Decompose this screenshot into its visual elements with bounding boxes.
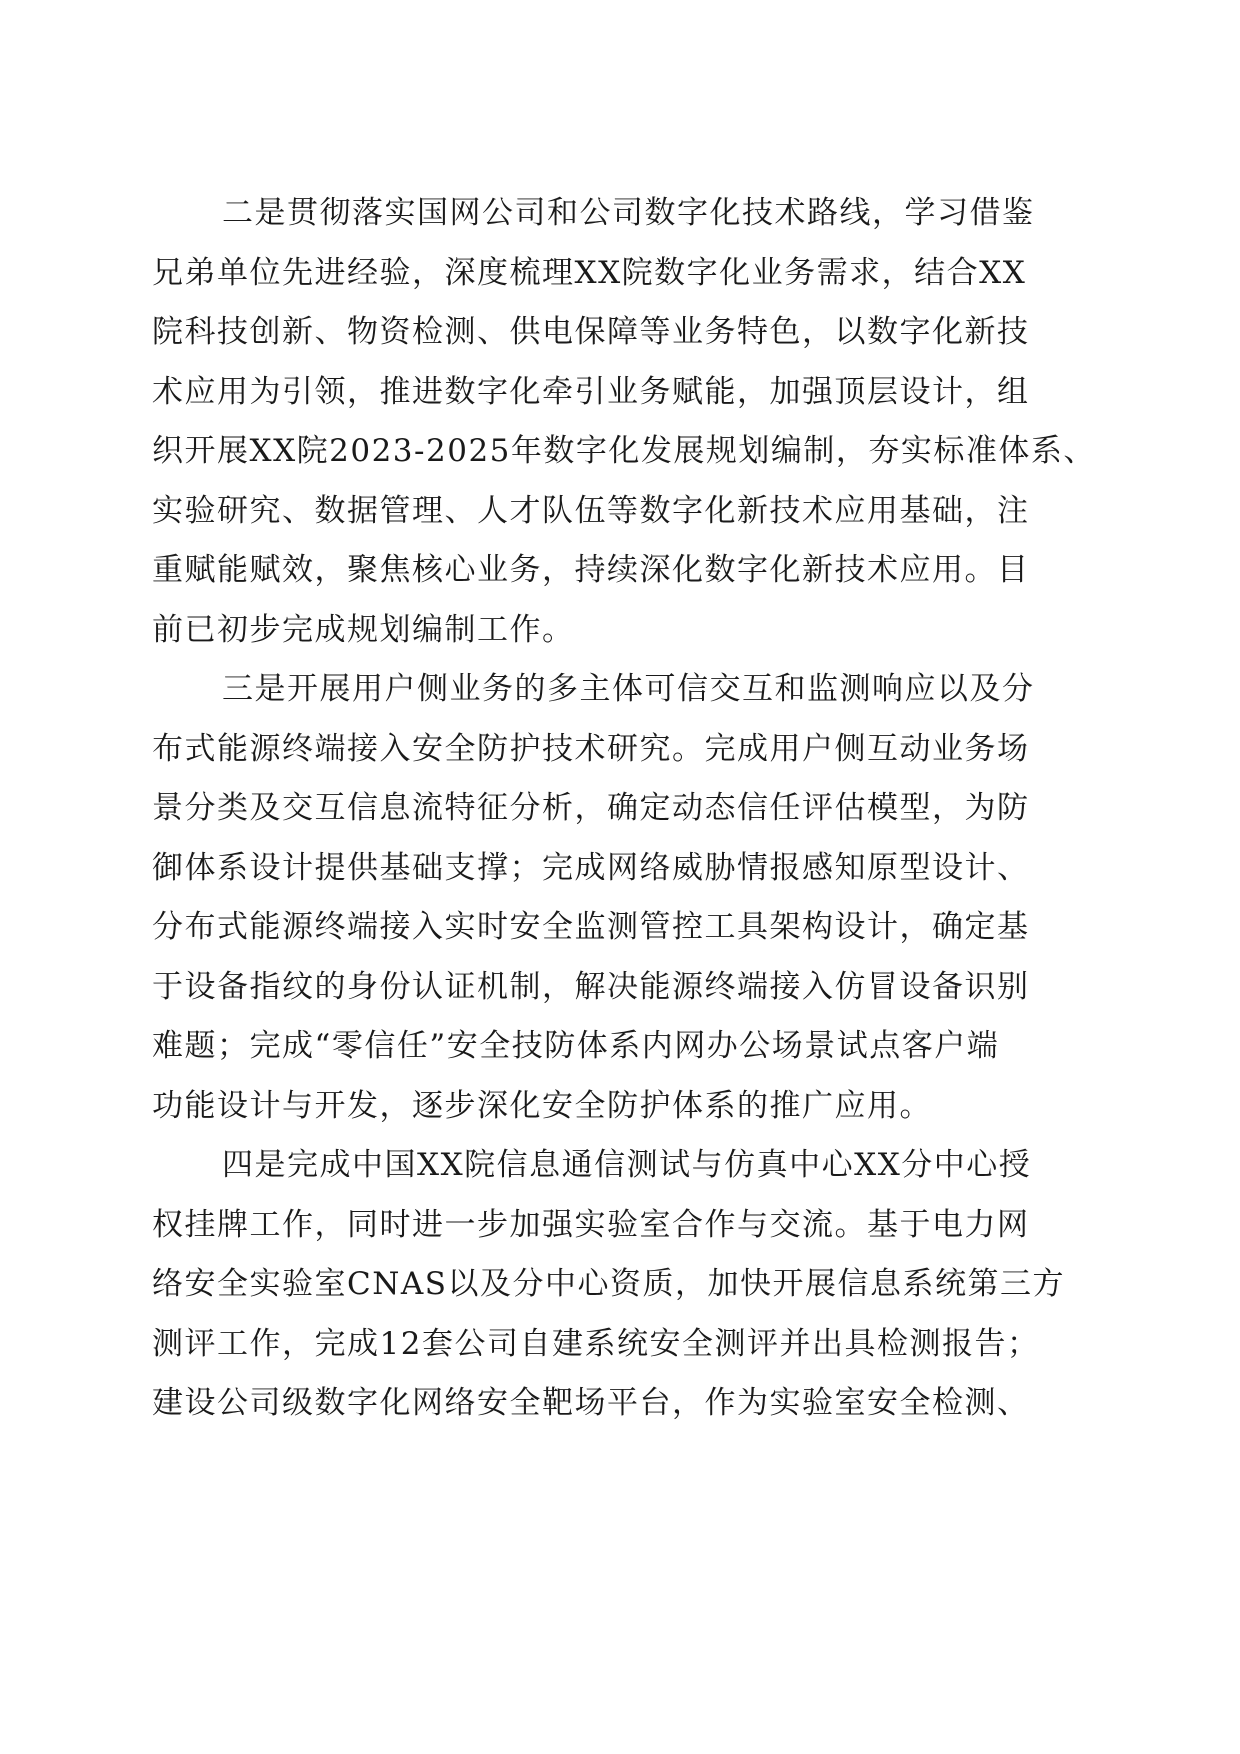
paragraph-4 bbox=[152, 1136, 1082, 1434]
text-line: 测评工作，完成12套公司自建系统安全测评并出具检测报告； bbox=[152, 1325, 1040, 1362]
text-line: 御体系设计提供基础支撑；完成网络威胁情报感知原型设计、 bbox=[152, 849, 1030, 886]
text-line: 术应用为引领，推进数字化牵引业务赋能，加强顶层设计，组 bbox=[152, 373, 1030, 410]
text-line: 四是完成中国XX院信息通信测试与仿真中心XX分中心授 bbox=[222, 1147, 1032, 1183]
text-line: 分布式能源终端接入实时安全监测管控工具架构设计，确定基 bbox=[152, 909, 1030, 945]
paragraph-2 bbox=[152, 184, 1096, 660]
text-line: 二是贯彻落实国网公司和公司数字化技术路线，学习借鉴 bbox=[222, 195, 1035, 231]
text-line: 重赋能赋效，聚焦核心业务，持续深化数字化新技术应用。目 bbox=[152, 552, 1030, 588]
text-line: 权挂牌工作，同时进一步加强实验室合作与交流。基于电力网 bbox=[152, 1206, 1030, 1243]
text-line: 前已初步完成规划编制工作。 bbox=[152, 611, 575, 648]
text-line: 络安全实验室CNAS以及分中心资质，加快开展信息系统第三方 bbox=[152, 1266, 1065, 1302]
text-line: 于设备指纹的身份认证机制，解决能源终端接入仿冒设备识别 bbox=[152, 968, 1030, 1005]
text-line: 三是开展用户侧业务的多主体可信交互和监测响应以及分 bbox=[222, 671, 1035, 707]
text-line: 院科技创新、物资检测、供电保障等业务特色，以数字化新技 bbox=[152, 314, 1030, 350]
text-line: 实验研究、数据管理、人才队伍等数字化新技术应用基础，注 bbox=[152, 492, 1030, 529]
text-line: 难题；完成“零信任”安全技防体系内网办公场景试点客户端 bbox=[152, 1028, 1000, 1064]
text-line: 布式能源终端接入安全防护技术研究。完成用户侧互动业务场 bbox=[152, 730, 1030, 767]
document-body bbox=[152, 184, 1096, 1434]
text-line: 景分类及交互信息流特征分析，确定动态信任评估模型，为防 bbox=[152, 790, 1030, 826]
paragraph-3 bbox=[152, 660, 1082, 1136]
text-line: 织开展XX院2023-2025年数字化发展规划编制，夯实标准体系、 bbox=[152, 433, 1096, 469]
text-line: 建设公司级数字化网络安全靶场平台，作为实验室安全检测、 bbox=[152, 1385, 1030, 1421]
text-line: 兄弟单位先进经验，深度梳理XX院数字化业务需求，结合XX bbox=[152, 254, 1027, 291]
text-line: 功能设计与开发，逐步深化安全防护体系的推广应用。 bbox=[152, 1087, 932, 1124]
